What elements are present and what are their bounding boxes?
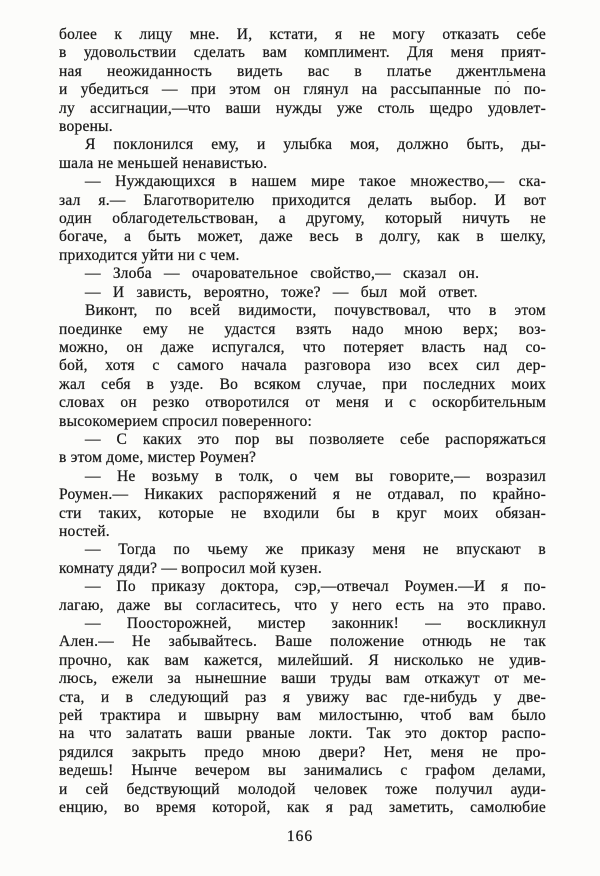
text-line: Ален.— Не забывайтесь. Ваше положение отнюдь не так [59,633,546,651]
text-line: шала не меньшей ненавистью. [59,154,268,172]
text-line: лу ассигнации,—что ваши нужды уже столь щедро удовлет- [59,99,546,117]
text-line: один облагодетельствован, а другому, который ничуть не [59,210,546,228]
text-line: в этом доме, мистер Роумен? [59,449,257,467]
text-line: зал я.— Благотворителю приходится делать выбор. И вот [59,191,546,209]
text-line: можно, он даже испугался, что потеряет власть над со- [59,338,546,356]
text-line: — По приказу доктора, сэр,—отвечал Роумен.—И я по- [85,578,546,596]
text-line: на что залатать ваши рваные локти. Так это доктор распо- [59,725,546,743]
text-line: в удовольствии сделать вам комплимент. Для меня прият- [59,44,546,62]
text-line: лагаю, даже вы согласитесь, что у него есть на это право. [59,596,546,614]
text-line: комнату дяди? — вопросил мой кузен. [59,559,322,577]
text-line: жал себя в узде. Во всяком случае, при последних моих [59,375,546,393]
text-line: ста, и в следующий раз я увижу вас где-нибудь у две- [59,688,546,706]
text-line: — Нуждающихся в нашем мире такое множество,— ска- [85,173,546,191]
text-line: — С каких это пор вы позволяете себе распоряжаться [85,430,546,448]
text-line: бой, хотя с самого начала разговора изо всех сил дер- [59,357,546,375]
text-line: и убедиться — при этом он глянул на рассыпанные по́ по- [59,81,546,99]
text-line: — Поосторожней, мистер законник! — воскликнул [85,615,546,632]
text-line: высокомерием спросил поверенного: [59,412,313,430]
text-line: прочно, как вам кажется, милейший. Я нисколько не удив- [59,651,546,669]
text-line: рядился закрыть предо мною двери? Нет, меня не про- [59,743,546,761]
text-line: — Не возьму в толк, о чем вы говорите,— возразил [85,467,546,485]
page-number: 166 [286,828,314,845]
text-line: словах он резко отворотился от меня и с оскорбительным [59,394,546,412]
text-line: приходится уйти ни с чем. [59,246,240,264]
text-line: енцию, во время которой, как я рад заметить, самолюбие [59,799,546,817]
text-line: и сей бедствующий молодой человек тоже получил ауди- [59,780,546,798]
text-line: более к лицу мне. И, кстати, я не могу отказать себе [59,26,546,43]
text-line: люсь, ежели за нынешние ваши труды вам откажут от ме- [59,670,546,688]
text-line: ворены. [59,118,113,136]
text-line: — Тогда по чьему же приказу меня не впускают в [85,541,546,559]
text-line: поединке ему не удастся взять надо мною верх; воз- [59,320,546,338]
text-line: сти таких, которые не входили бы в круг моих обязан- [59,504,546,522]
text-line: ведешь! Нынче вечером вы занимались с графом делами, [59,762,546,780]
text-line: — И зависть, вероятно, тоже? — был мой ответ. [85,283,478,301]
text-line: богаче, а быть может, даже весь в долгу, как в шелку, [59,228,546,246]
text-line: — Злоба — очаровательное свойство,— сказал он. [85,265,480,283]
text-line: Роумен.— Никаких распоряжений я не отдавал, по крайно- [59,486,546,504]
text-line: ностей. [59,522,110,540]
text-block [59,26,546,817]
text-line: рей трактира и швырну вам милостыню, чтоб вам было [59,707,546,725]
text-line: ная неожиданность видеть вас в платье джентльмена [59,62,546,80]
text-line: Я поклонился ему, и улыбка моя, должно быть, ды- [85,136,546,154]
text-line: Виконт, по всей видимости, почувствовал, что в этом [85,302,546,320]
